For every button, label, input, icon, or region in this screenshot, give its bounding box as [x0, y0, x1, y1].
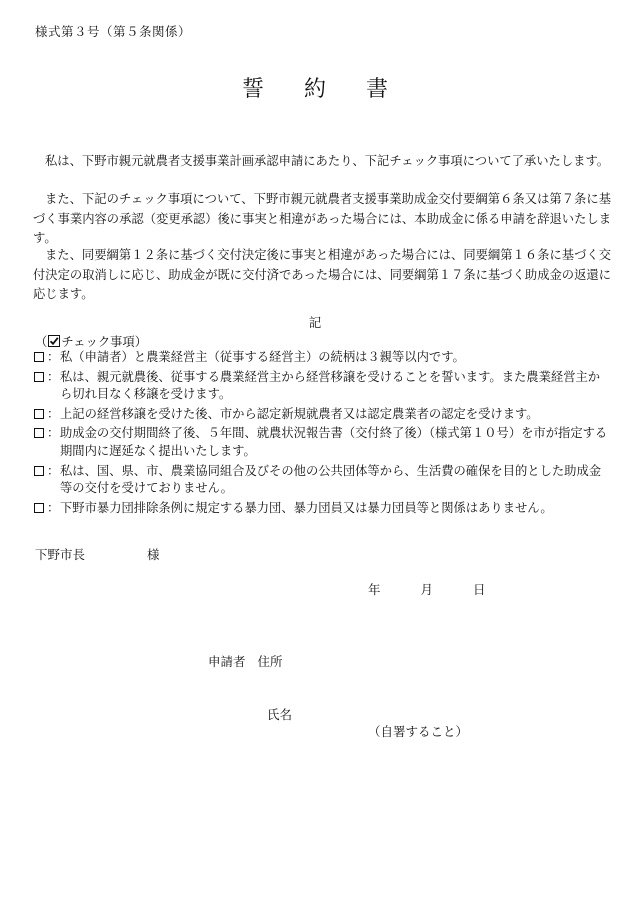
checkbox[interactable]	[34, 466, 44, 476]
addressee	[35, 545, 160, 563]
checkbox[interactable]	[34, 428, 44, 438]
check-list	[33, 349, 611, 519]
date-line	[368, 580, 486, 598]
name-label: 氏名	[267, 707, 293, 722]
title-char: 約	[303, 77, 326, 102]
check-header-text: チェック事項）	[61, 335, 148, 349]
check-colon: ：	[47, 369, 60, 384]
signature-note: （自署すること）	[368, 724, 469, 739]
addressee-name: 下野市長	[35, 547, 86, 562]
check-item	[33, 463, 611, 498]
check-item	[33, 500, 611, 518]
check-colon: ：	[47, 350, 60, 364]
title-char: 誓	[241, 77, 264, 102]
applicant-address	[208, 652, 283, 670]
ki-heading: 記	[308, 315, 322, 330]
date-day-label: 日	[473, 582, 486, 597]
check-item-text: 私は、親元就農後、従事する農業経営主から経営移譲を受けることを誓います。また農業経営主から切れ目なく移譲を受けます。	[60, 369, 601, 402]
check-items-header	[35, 332, 147, 350]
check-item	[33, 349, 611, 367]
checkbox[interactable]	[34, 372, 44, 382]
form-number: 様式第３号（第５条関係）	[35, 24, 192, 39]
date-year-label: 年	[368, 582, 381, 597]
check-colon: ：	[47, 426, 60, 441]
check-item	[33, 425, 611, 460]
checkbox[interactable]	[34, 409, 44, 419]
applicant-label: 申請者	[208, 654, 246, 669]
title-char: 書	[366, 77, 389, 102]
document-title	[0, 72, 630, 103]
paragraph-refund: また、同要綱第１２条に基づく交付決定後に事実と相違があった場合には、同要綱第１６条に基づく交付決定の取消しに応じ、助成金が既に交付済であった場合には、同要綱第１７条に基づく助成金の返還に応じます。	[33, 248, 611, 302]
check-item	[33, 406, 611, 424]
checked-box-icon	[48, 335, 60, 347]
paragraph-withdrawal: また、下記のチェック事項について、下野市親元就農者支援事業助成金交付要綱第６条又は第７条に基づく事業内容の承認（変更承認）後に事実と相違があった場合には、本助成金に係る申請を辞退いたします。	[33, 192, 611, 246]
check-item-text: 助成金の交付期間終了後、５年間、就農状況報告書（交付終了後）（様式第１０号）を市が指定する期間内に遅延なく提出いたします。	[60, 426, 608, 458]
check-header-open: （	[35, 335, 48, 349]
check-colon: ：	[47, 463, 60, 478]
address-label: 住所	[257, 654, 283, 669]
check-item-text: 私は、国、県、市、農業協同組合及びその他の公共団体等から、生活費の確保を目的とした助成金等の交付を受けておりません。	[60, 463, 602, 496]
checkbox[interactable]	[34, 503, 44, 513]
check-item-text: 下野市暴力団排除条例に規定する暴力団、暴力団員又は暴力団員等と関係はありません。	[60, 500, 553, 515]
paragraph-acknowledgement: 私は、下野市親元就農者支援事業計画承認申請にあたり、下記チェック事項について了承いたします。	[45, 154, 610, 168]
checkbox[interactable]	[34, 352, 44, 362]
check-colon: ：	[47, 406, 60, 421]
check-item	[33, 369, 611, 404]
check-item-text: 私（申請者）と農業経営主（従事する経営主）の続柄は３親等以内です。	[60, 350, 465, 364]
date-month-label: 月	[420, 582, 434, 597]
check-item-text: 上記の経営移譲を受けた後、市から認定新規就農者又は認定農業者の認定を受けます。	[60, 406, 539, 421]
check-colon: ：	[47, 500, 60, 515]
addressee-honorific: 様	[147, 547, 160, 562]
